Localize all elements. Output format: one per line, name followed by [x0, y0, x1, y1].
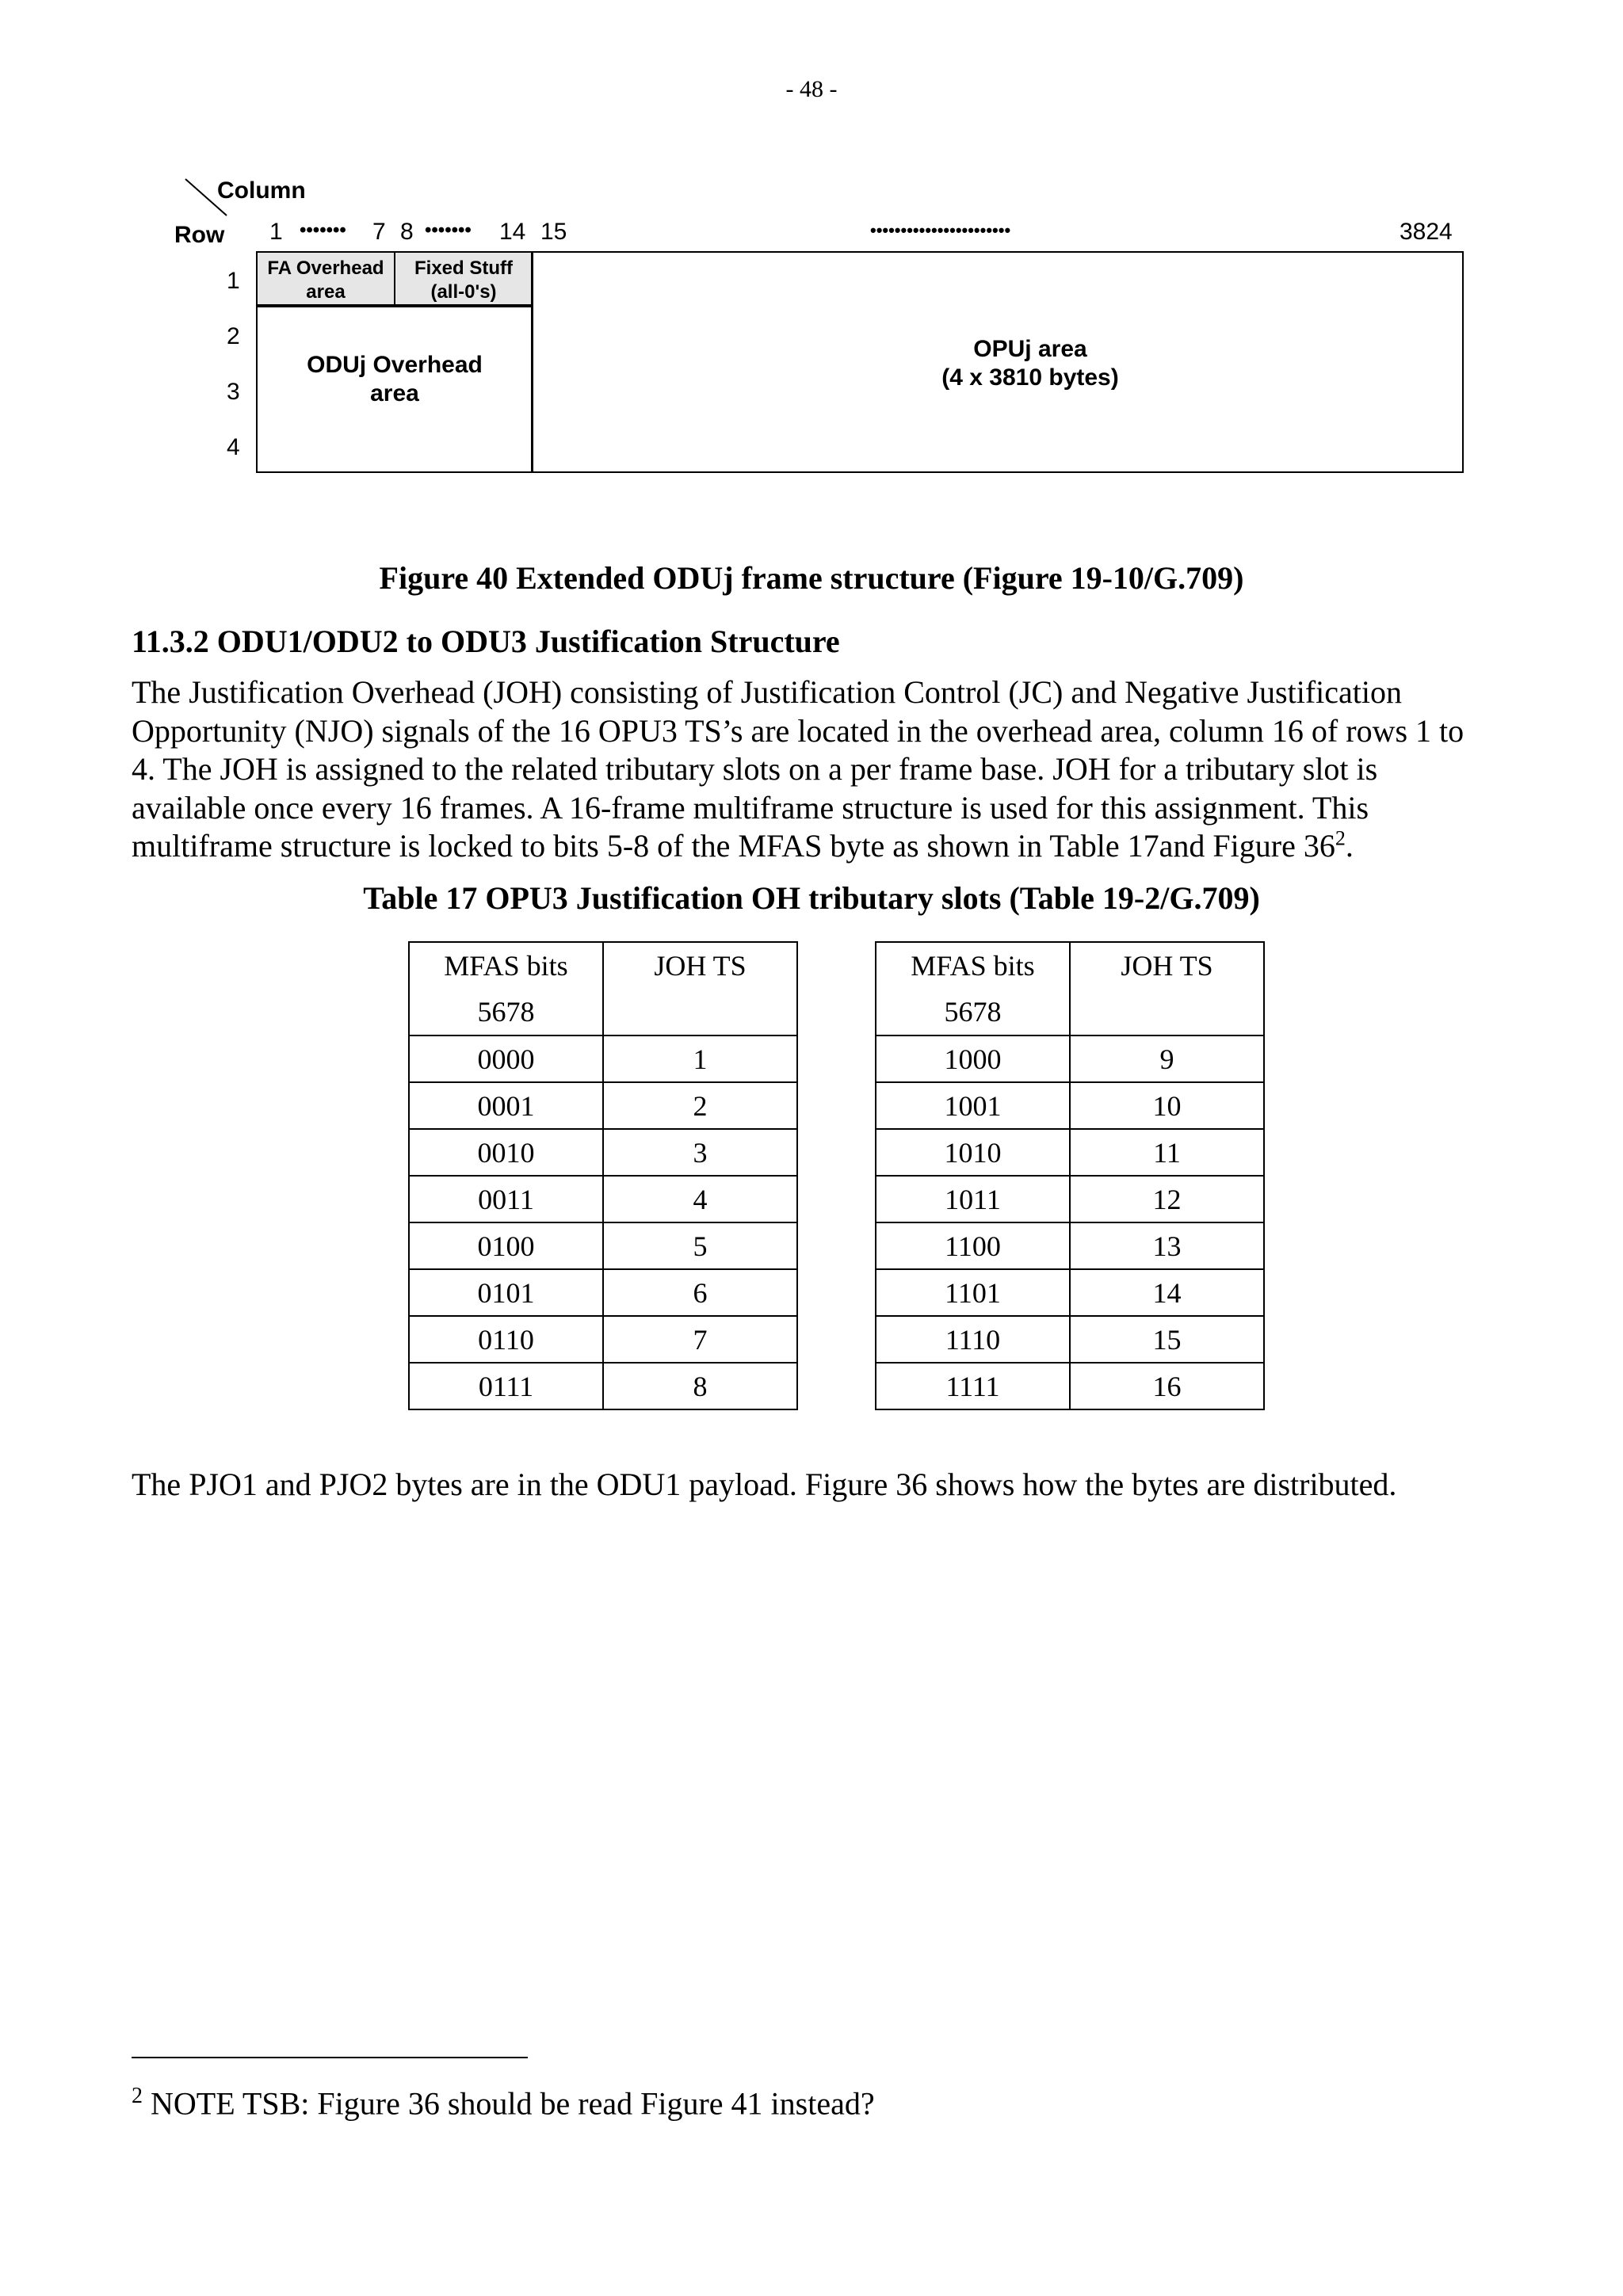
table-row: [409, 1222, 797, 1269]
joh-cell: 9: [1070, 1035, 1264, 1082]
table-row: [409, 1269, 797, 1316]
table-header-row: [409, 942, 797, 1035]
footnote-number: 2: [132, 2084, 143, 2108]
row-num-1: 1: [227, 268, 240, 294]
oduj-frame-figure: [0, 0, 1623, 507]
table-header-row: [876, 942, 1264, 1035]
mfas-cell: 0111: [409, 1363, 603, 1409]
fixed-stuff-label-2: (all-0's): [430, 281, 497, 303]
header-joh: JOH TS: [1070, 942, 1264, 1035]
opuj-area-cell: [533, 252, 1463, 472]
opuj-area-label-2: (4 x 3810 bytes): [941, 364, 1119, 391]
section-title: 11.3.2 ODU1/ODU2 to ODU3 Justification Structure: [132, 624, 840, 659]
mfas-cell: 0011: [409, 1176, 603, 1222]
table-row: [876, 1363, 1264, 1409]
mfas-cell: 1010: [876, 1129, 1070, 1176]
footnote-text: NOTE TSB: Figure 36 should be read Figure 41 instead?: [143, 2085, 875, 2122]
column-label: Column: [217, 177, 306, 204]
table-row: [876, 1176, 1264, 1222]
joh-cell: 7: [603, 1316, 797, 1363]
table-row: [876, 1035, 1264, 1082]
mfas-cell: 1111: [876, 1363, 1070, 1409]
mfas-cell: 1101: [876, 1269, 1070, 1316]
joh-cell: 13: [1070, 1222, 1264, 1269]
body-paragraph: [132, 673, 1495, 866]
mfas-cell: 0100: [409, 1222, 603, 1269]
row-label: Row: [174, 222, 225, 248]
paragraph-end: .: [1345, 828, 1354, 864]
table-row: [876, 1269, 1264, 1316]
col-num-3824: 3824: [1400, 219, 1453, 245]
fixed-stuff-label-1: Fixed Stuff: [414, 257, 513, 279]
joh-cell: 1: [603, 1035, 797, 1082]
col-num-1: 1: [269, 219, 283, 245]
paragraph-text: The Justification Overhead (JOH) consisting of Justification Control (JC) and Negative Justification Opportunity (NJO) signals of the 16 OPU3 TS’s are located in the overhead area, column 16 of rows 1 to 4. The JOH is assigned to the related tributary slots on a per frame base. JOH for a tributary slot is available once every 16 frames. A 16-frame multiframe structure is used for this assignment. This multiframe structure is locked to bits 5-8 of the MFAS byte as shown in Table 17and Figure 36: [132, 674, 1465, 864]
col-num-15: 15: [540, 219, 567, 245]
joh-table-left: [408, 941, 798, 1410]
table-row: [409, 1082, 797, 1129]
table-row: [876, 1129, 1264, 1176]
table-row: [409, 1316, 797, 1363]
joh-table-right: [875, 941, 1265, 1410]
joh-cell: 11: [1070, 1129, 1264, 1176]
table-row: [876, 1222, 1264, 1269]
table-row: [409, 1363, 797, 1409]
row-num-3: 3: [227, 379, 240, 405]
mfas-cell: 0010: [409, 1129, 603, 1176]
joh-cell: 12: [1070, 1176, 1264, 1222]
mfas-cell: 0001: [409, 1082, 603, 1129]
footnote-ref[interactable]: 2: [1335, 826, 1346, 850]
fa-overhead-label-1: FA Overhead: [267, 257, 384, 279]
col-dots-2: •••••••: [425, 219, 472, 241]
joh-cell: 2: [603, 1082, 797, 1129]
page-number: - 48 -: [785, 76, 838, 102]
body-paragraph-2: The PJO1 and PJO2 bytes are in the ODU1 payload. Figure 36 shows how the bytes are distributed.: [132, 1466, 1397, 1502]
table-row: [876, 1316, 1264, 1363]
mfas-cell: 0101: [409, 1269, 603, 1316]
joh-cell: 16: [1070, 1363, 1264, 1409]
joh-cell: 6: [603, 1269, 797, 1316]
table-row: [876, 1082, 1264, 1129]
col-num-7: 7: [372, 219, 386, 245]
joh-cell: 5: [603, 1222, 797, 1269]
mfas-cell: 1001: [876, 1082, 1070, 1129]
table-row: [409, 1035, 797, 1082]
mfas-cell: 1011: [876, 1176, 1070, 1222]
figure-caption: Figure 40 Extended ODUj frame structure (Figure 19-10/G.709): [379, 560, 1244, 596]
opuj-area-label-1: OPUj area: [973, 336, 1087, 362]
footnote: [132, 2084, 875, 2122]
footnote-separator: [132, 2057, 528, 2058]
mfas-cell: 0110: [409, 1316, 603, 1363]
joh-cell: 8: [603, 1363, 797, 1409]
table-row: [409, 1129, 797, 1176]
col-num-14: 14: [499, 219, 526, 245]
table-row: [409, 1176, 797, 1222]
mfas-cell: 1000: [876, 1035, 1070, 1082]
header-mfas: MFAS bits 5678: [409, 942, 603, 1035]
mfas-cell: 0000: [409, 1035, 603, 1082]
table-title: Table 17 OPU3 Justification OH tributary slots (Table 19-2/G.709): [363, 880, 1260, 916]
col-num-8: 8: [400, 219, 414, 245]
header-mfas: MFAS bits 5678: [876, 942, 1070, 1035]
joh-cell: 4: [603, 1176, 797, 1222]
header-joh: JOH TS: [603, 942, 797, 1035]
oduj-overhead-label-2: area: [370, 380, 419, 406]
row-num-4: 4: [227, 434, 240, 460]
mfas-cell: 1110: [876, 1316, 1070, 1363]
fa-overhead-label-2: area: [306, 281, 346, 303]
col-dots-3: •••••••••••••••••••••••: [870, 220, 1011, 240]
joh-cell: 3: [603, 1129, 797, 1176]
row-num-2: 2: [227, 323, 240, 349]
joh-cell: 14: [1070, 1269, 1264, 1316]
oduj-overhead-label-1: ODUj Overhead: [307, 352, 483, 378]
col-dots-1: •••••••: [300, 219, 346, 241]
mfas-cell: 1100: [876, 1222, 1070, 1269]
joh-cell: 15: [1070, 1316, 1264, 1363]
joh-cell: 10: [1070, 1082, 1264, 1129]
